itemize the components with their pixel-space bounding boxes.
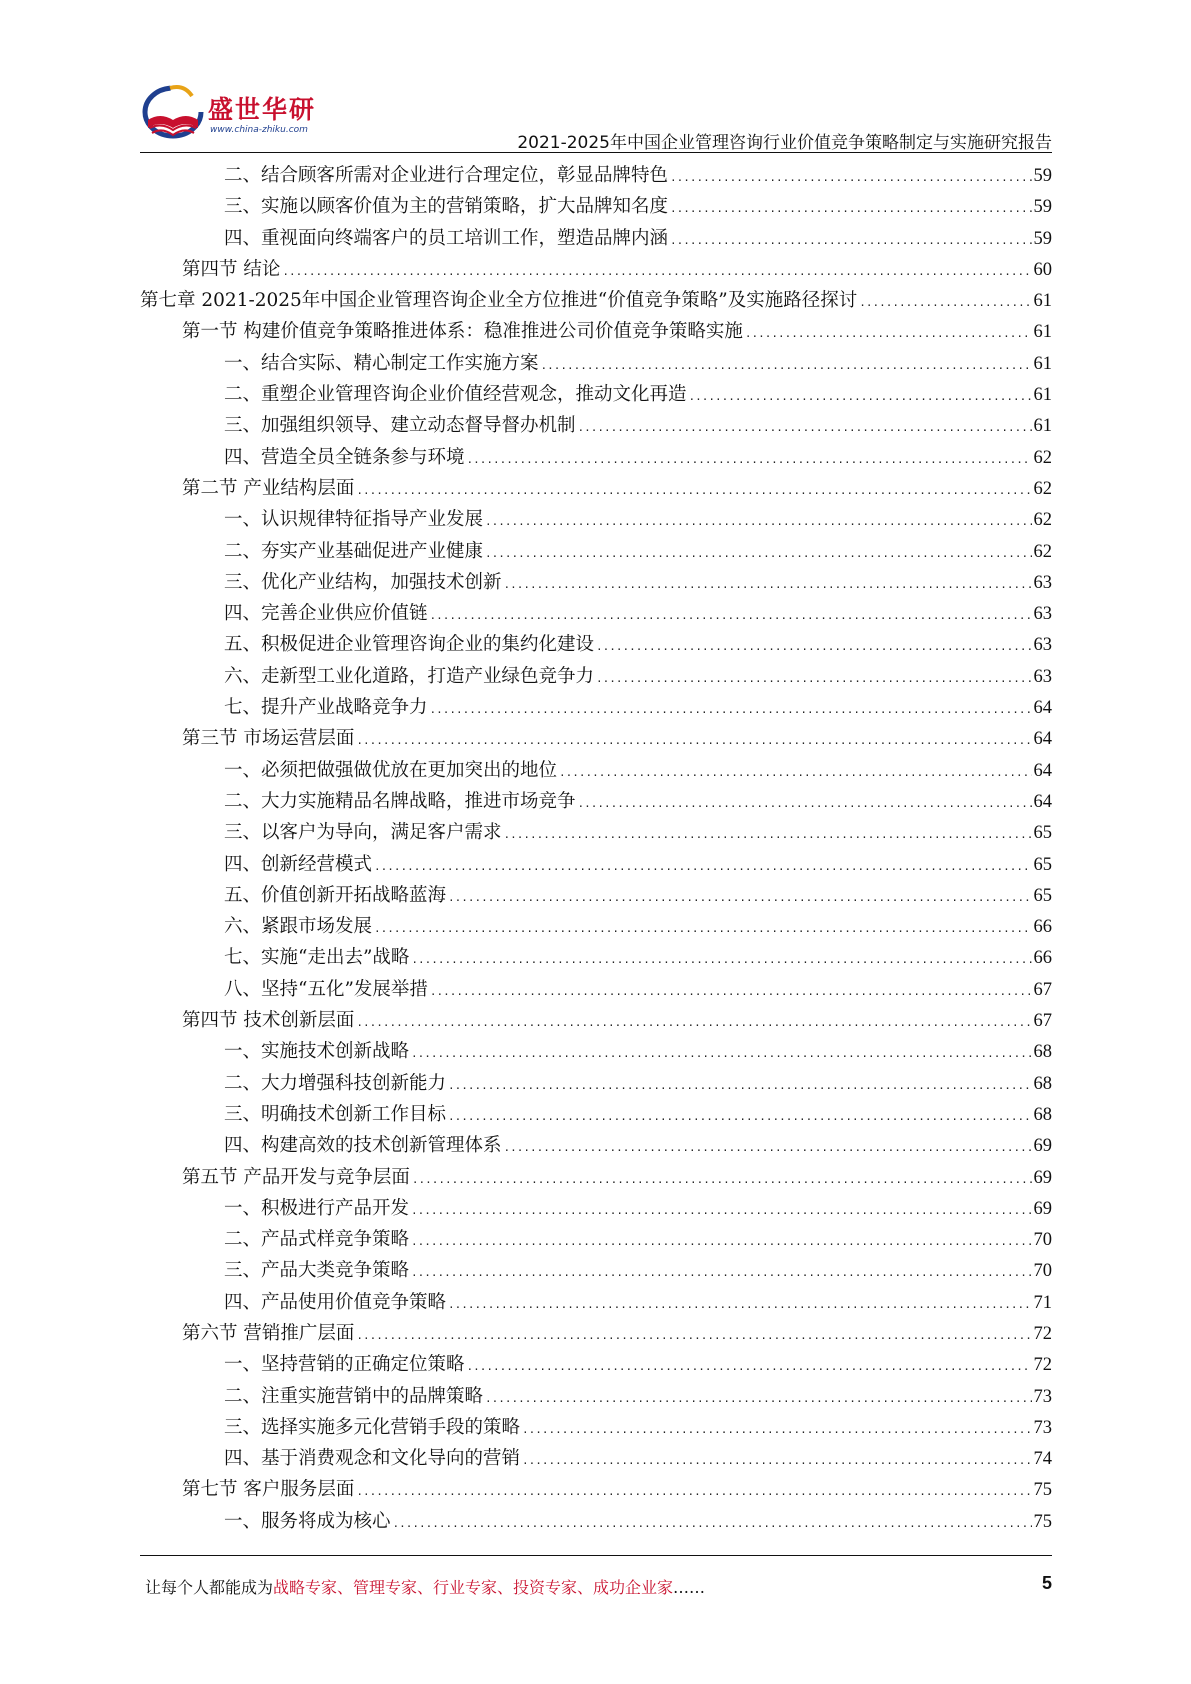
toc-entry-page: 59 (1033, 197, 1052, 218)
toc-entry-title: 三、实施以顾客价值为主的营销策略，扩大品牌知名度 (224, 196, 669, 218)
toc-dot-leader (356, 475, 1031, 506)
toc-entry[interactable] (140, 1474, 1052, 1505)
toc-entry-page: 68 (1033, 1042, 1052, 1063)
toc-dot-leader (412, 1164, 1032, 1195)
toc-entry-title: 一、必须把做强做优放在更加突出的地位 (224, 759, 558, 781)
toc-entry-page: 69 (1033, 1198, 1052, 1219)
toc-entry[interactable] (140, 1224, 1052, 1255)
toc-entry-title: 三、以客户为导向，满足客户需求 (224, 822, 502, 844)
toc-entry-page: 68 (1033, 1104, 1052, 1125)
toc-entry[interactable] (140, 1349, 1052, 1380)
toc-dot-leader (522, 1445, 1031, 1476)
toc-entry[interactable] (140, 1130, 1052, 1161)
toc-dot-leader (448, 1070, 1031, 1101)
toc-entry-page: 64 (1033, 729, 1052, 750)
toc-entry-title: 第六节 营销推广层面 (182, 1322, 355, 1344)
toc-entry-title: 二、结合顾客所需对企业进行合理定位，彰显品牌特色 (224, 165, 669, 186)
toc-dot-leader (411, 1257, 1031, 1288)
page-header (140, 78, 1052, 153)
toc-entry-page: 68 (1033, 1073, 1052, 1094)
toc-dot-leader (522, 1414, 1031, 1445)
toc-entry-page: 60 (1033, 259, 1052, 280)
toc-dot-leader (411, 944, 1031, 975)
toc-entry[interactable] (140, 285, 1052, 316)
toc-entry[interactable] (140, 316, 1052, 347)
toc-dot-leader (411, 1195, 1031, 1226)
toc-entry[interactable] (140, 974, 1052, 1005)
footer-slogan-suffix: …… (673, 1578, 706, 1597)
toc-entry-page: 63 (1033, 635, 1052, 656)
toc-entry-page: 61 (1033, 291, 1052, 312)
toc-dot-leader (596, 663, 1031, 694)
footer-divider (140, 1555, 1052, 1556)
toc-entry[interactable] (140, 410, 1052, 441)
toc-dot-leader (541, 350, 1032, 381)
toc-entry[interactable] (140, 1255, 1052, 1286)
toc-entry-title: 一、结合实际、精心制定工作实施方案 (224, 352, 539, 374)
toc-dot-leader (282, 256, 1031, 287)
toc-dot-leader (485, 1383, 1031, 1414)
toc-dot-leader (578, 412, 1032, 443)
toc-entry-title: 四、重视面向终端客户的员工培训工作，塑造品牌内涵 (224, 227, 669, 249)
toc-dot-leader (356, 1007, 1031, 1038)
toc-entry-title: 一、认识规律特征指导产业发展 (224, 509, 484, 531)
toc-entry[interactable] (140, 661, 1052, 692)
toc-dot-leader (448, 882, 1031, 913)
toc-entry-page: 64 (1033, 760, 1052, 781)
toc-entry[interactable] (140, 598, 1052, 629)
toc-dot-leader (411, 1038, 1031, 1069)
toc-dot-leader (430, 600, 1032, 631)
toc-entry[interactable] (140, 442, 1052, 473)
toc-entry-page: 61 (1033, 322, 1052, 343)
toc-entry-title: 四、构建高效的技术创新管理体系 (224, 1135, 502, 1157)
toc-dot-leader (504, 569, 1032, 600)
toc-dot-leader (374, 913, 1031, 944)
toc-entry[interactable] (140, 1287, 1052, 1318)
toc-dot-leader (448, 1101, 1031, 1132)
toc-entry-page: 66 (1033, 948, 1052, 969)
toc-entry[interactable] (140, 536, 1052, 567)
toc-entry-page: 73 (1033, 1417, 1052, 1438)
logo-book-icon (140, 82, 206, 144)
toc-entry-title: 第四节 技术创新层面 (182, 1010, 355, 1032)
toc-entry[interactable] (140, 473, 1052, 504)
logo-website: www.china-zhiku.com (210, 125, 308, 135)
toc-dot-leader (559, 757, 1031, 788)
toc-dot-leader (670, 193, 1031, 224)
toc-entry[interactable] (140, 1005, 1052, 1036)
toc-dot-leader (356, 725, 1031, 756)
toc-dot-leader (596, 631, 1031, 662)
logo-company-name: 盛世华研 (208, 95, 317, 124)
toc-entry-page: 70 (1033, 1261, 1052, 1282)
toc-entry[interactable] (140, 1412, 1052, 1443)
toc-entry-title: 三、优化产业结构，加强技术创新 (224, 571, 502, 593)
toc-entry-page: 66 (1033, 917, 1052, 938)
footer-slogan-highlight: 战略专家、管理专家、行业专家、投资专家、成功企业家 (273, 1578, 674, 1597)
footer-slogan-prefix: 让每个人都能成为 (145, 1578, 274, 1597)
toc-entry-title: 三、加强组织领导、建立动态督导督办机制 (224, 415, 576, 437)
toc-entry[interactable] (140, 849, 1052, 880)
toc-entry[interactable] (140, 1036, 1052, 1067)
toc-entry-page: 59 (1033, 228, 1052, 249)
toc-entry-page: 63 (1033, 666, 1052, 687)
toc-entry-title: 四、完善企业供应价值链 (224, 603, 428, 625)
toc-entry-title: 二、大力实施精品名牌战略，推进市场竞争 (224, 790, 576, 812)
toc-entry-title: 第五节 产品开发与竞争层面 (182, 1166, 410, 1188)
toc-entry-title: 第三节 市场运营层面 (182, 728, 355, 750)
toc-entry-title: 二、重塑企业管理咨询企业价值经营观念，推动文化再造 (224, 384, 687, 406)
toc-entry-page: 61 (1033, 353, 1052, 374)
toc-dot-leader (430, 976, 1032, 1007)
toc-entry[interactable] (140, 755, 1052, 786)
toc-entry[interactable] (140, 1162, 1052, 1193)
toc-entry[interactable] (140, 191, 1052, 222)
toc-entry-page: 62 (1033, 447, 1052, 468)
table-of-contents (140, 160, 1052, 1537)
toc-entry-page: 73 (1033, 1386, 1052, 1407)
toc-entry-title: 二、大力增强科技创新能力 (224, 1072, 447, 1094)
toc-entry[interactable] (140, 786, 1052, 817)
toc-entry-title: 三、明确技术创新工作目标 (224, 1103, 447, 1125)
toc-entry[interactable] (140, 629, 1052, 660)
toc-dot-leader (430, 694, 1032, 725)
toc-dot-leader (504, 819, 1032, 850)
toc-entry[interactable] (140, 379, 1052, 410)
toc-entry-title: 七、实施“走出去”战略 (224, 947, 410, 969)
toc-entry[interactable] (140, 348, 1052, 379)
toc-entry-title: 五、价值创新开拓战略蓝海 (224, 884, 447, 906)
toc-entry-page: 65 (1033, 854, 1052, 875)
toc-entry-page: 65 (1033, 823, 1052, 844)
toc-entry[interactable] (140, 1443, 1052, 1474)
toc-dot-leader (485, 506, 1031, 537)
toc-entry-page: 62 (1033, 510, 1052, 531)
toc-entry-title: 第一节 构建价值竞争策略推进体系：稳准推进公司价值竞争策略实施 (182, 321, 743, 343)
toc-entry-page: 63 (1033, 572, 1052, 593)
toc-entry[interactable] (140, 692, 1052, 723)
toc-entry-title: 第四节 结论 (182, 258, 281, 280)
company-logo (140, 82, 440, 148)
toc-entry-page: 72 (1033, 1323, 1052, 1344)
toc-entry-title: 八、坚持“五化”发展举措 (224, 978, 428, 1000)
toc-entry-page: 62 (1033, 541, 1052, 562)
toc-entry[interactable] (140, 1193, 1052, 1224)
toc-dot-leader (356, 1476, 1031, 1507)
toc-entry[interactable] (140, 942, 1052, 973)
toc-entry-title: 一、积极进行产品开发 (224, 1197, 410, 1219)
toc-entry-title: 一、实施技术创新战略 (224, 1041, 410, 1063)
toc-dot-leader (411, 1226, 1031, 1257)
toc-entry[interactable] (140, 1381, 1052, 1412)
toc-dot-leader (467, 444, 1032, 475)
document-title: 2021-2025年中国企业管理咨询行业价值竞争策略制定与实施研究报告 (517, 133, 1052, 153)
toc-entry-title: 四、创新经营模式 (224, 853, 373, 875)
toc-entry-page: 70 (1033, 1230, 1052, 1251)
toc-entry[interactable] (140, 723, 1052, 754)
toc-entry-title: 三、产品大类竞争策略 (224, 1260, 410, 1282)
toc-dot-leader (689, 381, 1032, 412)
toc-entry-page: 59 (1033, 166, 1052, 186)
toc-entry-page: 75 (1033, 1511, 1052, 1532)
toc-entry[interactable] (140, 1506, 1052, 1537)
toc-entry-title: 六、走新型工业化道路，打造产业绿色竞争力 (224, 665, 595, 687)
toc-entry-title: 第二节 产业结构层面 (182, 477, 355, 499)
toc-entry[interactable] (140, 817, 1052, 848)
toc-dot-leader (356, 1320, 1031, 1351)
toc-entry-title: 二、夯实产业基础促进产业健康 (224, 540, 484, 562)
toc-entry-title: 四、营造全员全链条参与环境 (224, 446, 465, 468)
toc-entry-title: 一、坚持营销的正确定位策略 (224, 1354, 465, 1376)
toc-entry-page: 64 (1033, 698, 1052, 719)
page-number: 5 (1041, 1573, 1052, 1593)
toc-entry[interactable] (140, 254, 1052, 285)
toc-entry-title: 第七节 客户服务层面 (182, 1479, 355, 1501)
toc-dot-leader (393, 1508, 1032, 1539)
toc-dot-leader (374, 851, 1031, 882)
header-divider (140, 152, 1052, 153)
toc-entry-page: 65 (1033, 885, 1052, 906)
toc-entry-page: 69 (1033, 1136, 1052, 1157)
toc-entry-title: 五、积极促进企业管理咨询企业的集约化建设 (224, 634, 595, 656)
toc-entry-page: 75 (1033, 1480, 1052, 1501)
toc-entry[interactable] (140, 504, 1052, 535)
toc-entry-title: 二、产品式样竞争策略 (224, 1229, 410, 1251)
toc-entry-title: 七、提升产业战略竞争力 (224, 697, 428, 719)
toc-entry-title: 第七章 2021-2025年中国企业管理咨询企业全方位推进“价值竞争策略”及实施路径探讨 (140, 290, 858, 312)
toc-entry[interactable] (140, 567, 1052, 598)
toc-entry-page: 62 (1033, 478, 1052, 499)
toc-entry-title: 二、注重实施营销中的品牌策略 (224, 1385, 484, 1407)
toc-entry[interactable] (140, 1068, 1052, 1099)
toc-entry-page: 67 (1033, 979, 1052, 1000)
toc-dot-leader (467, 1351, 1032, 1382)
toc-entry-page: 74 (1033, 1449, 1052, 1470)
toc-dot-leader (448, 1289, 1031, 1320)
toc-entry-title: 四、基于消费观念和文化导向的营销 (224, 1448, 521, 1470)
toc-entry-title: 三、选择实施多元化营销手段的策略 (224, 1416, 521, 1438)
toc-dot-leader (670, 162, 1031, 193)
toc-entry[interactable] (140, 223, 1052, 254)
toc-dot-leader (485, 538, 1031, 569)
toc-dot-leader (670, 225, 1031, 256)
toc-entry-page: 72 (1033, 1355, 1052, 1376)
toc-entry[interactable] (140, 1318, 1052, 1349)
toc-entry-title: 一、服务将成为核心 (224, 1510, 391, 1532)
toc-dot-leader (504, 1132, 1032, 1163)
toc-entry[interactable] (140, 880, 1052, 911)
toc-entry[interactable] (140, 911, 1052, 942)
toc-dot-leader (859, 287, 1031, 318)
toc-entry-page: 67 (1033, 1011, 1052, 1032)
toc-entry-page: 61 (1033, 416, 1052, 437)
toc-entry-page: 63 (1033, 604, 1052, 625)
toc-entry-title: 四、产品使用价值竞争策略 (224, 1291, 447, 1313)
toc-entry-title: 六、紧跟市场发展 (224, 916, 373, 938)
toc-entry-page: 61 (1033, 385, 1052, 406)
toc-entry[interactable] (140, 1099, 1052, 1130)
footer-slogan (145, 1575, 705, 1598)
toc-entry[interactable] (140, 160, 1052, 191)
toc-entry-page: 71 (1033, 1292, 1052, 1313)
toc-entry-page: 69 (1033, 1167, 1052, 1188)
toc-dot-leader (745, 318, 1032, 349)
toc-entry-page: 64 (1033, 791, 1052, 812)
toc-dot-leader (578, 788, 1032, 819)
